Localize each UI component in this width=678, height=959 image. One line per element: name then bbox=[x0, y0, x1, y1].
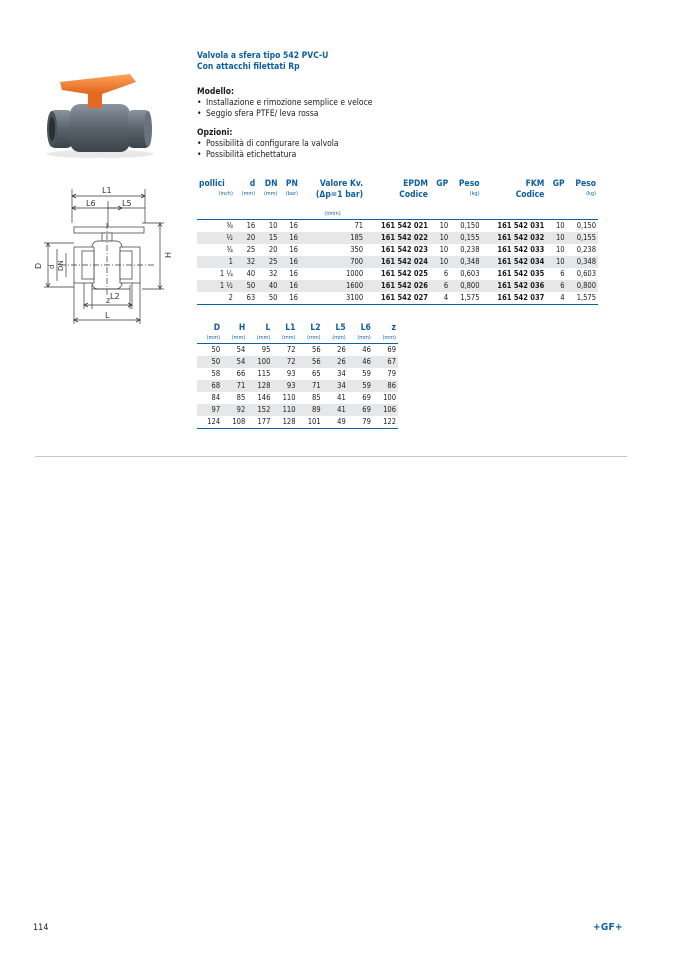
col-unit-2: (l/min) bbox=[300, 210, 365, 220]
label-d: d bbox=[48, 264, 56, 269]
table-cell: 1600 bbox=[300, 280, 365, 292]
options-bullet: • Possibilità di configurare la valvola bbox=[197, 139, 339, 150]
table-cell: 25 bbox=[246, 245, 256, 254]
table-cell: 49 bbox=[323, 416, 348, 429]
table-cell: 177 bbox=[247, 416, 272, 429]
table-cell: 40 bbox=[246, 269, 256, 278]
dim-unit: (mm) bbox=[323, 334, 348, 344]
table-cell: 69 bbox=[362, 393, 371, 402]
table-cell: 161 542 036 bbox=[482, 280, 547, 292]
table-cell: 0,603 bbox=[460, 269, 480, 278]
table-row bbox=[197, 244, 598, 256]
col-header: GP bbox=[552, 179, 565, 189]
table-cell: 63 bbox=[235, 292, 257, 305]
dim-header: L6 bbox=[360, 323, 371, 333]
table-row bbox=[197, 416, 398, 429]
table-cell: 93 bbox=[286, 369, 296, 378]
table-cell: 6 bbox=[443, 269, 449, 278]
table-cell: 115 bbox=[257, 369, 271, 378]
col-unit: (bar) bbox=[285, 191, 298, 197]
table-cell: 185 bbox=[300, 232, 365, 244]
table-cell: 161 542 032 bbox=[482, 232, 547, 244]
dim-unit: (mm) bbox=[272, 334, 297, 344]
dim-header: z bbox=[391, 323, 396, 333]
table-cell: 65 bbox=[312, 369, 321, 378]
label-L5: L5 bbox=[122, 199, 132, 208]
table-cell: 0,603 bbox=[576, 269, 596, 278]
table-cell: 59 bbox=[348, 380, 373, 392]
table-cell: 56 bbox=[312, 345, 321, 354]
table-row bbox=[197, 368, 398, 380]
model-section bbox=[197, 87, 373, 120]
table-cell: 41 bbox=[323, 404, 348, 416]
col-header: DN bbox=[264, 179, 278, 189]
table-cell: 50 bbox=[235, 280, 257, 292]
label-DN: DN bbox=[57, 260, 65, 271]
dim-unit: (mm) bbox=[348, 334, 373, 344]
col-unit-2 bbox=[197, 210, 235, 220]
table-cell: 4 bbox=[546, 292, 566, 305]
table-row bbox=[197, 356, 398, 368]
table-cell: 25 bbox=[257, 256, 279, 268]
table-cell: 128 bbox=[272, 416, 297, 429]
table-cell: 152 bbox=[247, 404, 272, 416]
table-cell: 71 bbox=[298, 380, 323, 392]
table-cell: 68 bbox=[197, 380, 222, 392]
table-cell: 161 542 021 bbox=[381, 221, 428, 230]
table-cell: 146 bbox=[257, 393, 271, 402]
table-cell: 101 bbox=[298, 416, 323, 429]
table-cell: 122 bbox=[373, 416, 398, 429]
table-cell: 0,238 bbox=[460, 245, 480, 254]
table-cell: 0,238 bbox=[576, 245, 596, 254]
table-cell: 1,575 bbox=[450, 292, 481, 305]
table-cell: 1 ½ bbox=[197, 280, 235, 292]
table-cell: 10 bbox=[439, 221, 449, 230]
table-cell: 71 bbox=[222, 380, 247, 392]
dim-unit: (mm) bbox=[298, 334, 323, 344]
table-cell: 16 bbox=[246, 221, 256, 230]
section-divider bbox=[35, 456, 627, 457]
table-cell: 66 bbox=[236, 369, 246, 378]
options-bullet-list bbox=[197, 139, 339, 161]
label-L6: L6 bbox=[86, 199, 96, 208]
table-cell: 1000 bbox=[345, 269, 364, 278]
dim-header: L1 bbox=[285, 323, 296, 333]
table-cell: 161 542 037 bbox=[482, 292, 547, 305]
label-z: z bbox=[106, 296, 111, 305]
table-row bbox=[197, 256, 598, 268]
table-cell: 79 bbox=[348, 416, 373, 429]
col-unit-2 bbox=[546, 210, 566, 220]
table-cell: 16 bbox=[289, 245, 298, 254]
table-cell: 15 bbox=[257, 232, 279, 244]
col-unit-2 bbox=[450, 210, 481, 220]
table-cell: 54 bbox=[222, 356, 247, 368]
table-cell: 10 bbox=[439, 245, 449, 254]
col-unit-2 bbox=[430, 210, 450, 220]
table-cell: 20 bbox=[235, 232, 257, 244]
table-cell: 16 bbox=[289, 269, 298, 278]
table-cell: 0,348 bbox=[567, 256, 598, 268]
table-cell: 72 bbox=[272, 356, 297, 368]
col-header: PN bbox=[285, 179, 298, 189]
dimensions-table-body bbox=[197, 344, 398, 429]
table-cell: 26 bbox=[323, 356, 348, 368]
table-cell: 50 bbox=[197, 356, 222, 368]
table-cell: 161 542 022 bbox=[365, 232, 430, 244]
model-bullet: • Seggio sfera PTFE/ leva rossa bbox=[197, 109, 373, 120]
table-cell: 161 542 023 bbox=[381, 245, 428, 254]
table-cell: 128 bbox=[247, 380, 272, 392]
table-cell: 0,150 bbox=[576, 221, 596, 230]
table-cell: 72 bbox=[286, 345, 296, 354]
page-number: 114 bbox=[33, 923, 49, 933]
table-cell: 161 542 035 bbox=[497, 269, 545, 278]
table-cell: 0,800 bbox=[567, 280, 598, 292]
col-unit bbox=[482, 190, 547, 199]
table-cell: ½ bbox=[197, 232, 235, 244]
table-cell: ¾ bbox=[226, 245, 233, 254]
table-cell: 67 bbox=[373, 356, 398, 368]
col-unit-2 bbox=[279, 210, 299, 220]
table-cell: 89 bbox=[298, 404, 323, 416]
col-header-2: Codice bbox=[515, 190, 545, 200]
table-cell: 58 bbox=[211, 369, 221, 378]
table-cell: 161 542 031 bbox=[497, 221, 545, 230]
dim-header: L5 bbox=[335, 323, 346, 333]
table-cell: 84 bbox=[211, 393, 221, 402]
table-cell: 34 bbox=[337, 369, 346, 378]
table-cell: 50 bbox=[257, 292, 279, 305]
col-unit: (mm) bbox=[263, 191, 278, 197]
col-header-2: Codice bbox=[399, 190, 428, 200]
dim-unit: (mm) bbox=[247, 334, 272, 344]
table-cell: 3100 bbox=[300, 292, 365, 305]
col-header-2: (Δp=1 bar) bbox=[315, 190, 364, 200]
options-section bbox=[197, 128, 339, 161]
model-bullet-list bbox=[197, 98, 373, 120]
dimensions-table bbox=[197, 323, 398, 429]
table-cell: 1,575 bbox=[567, 292, 598, 305]
label-H: H bbox=[164, 251, 173, 258]
col-header: GP bbox=[436, 179, 449, 189]
dim-header: L bbox=[265, 323, 271, 333]
col-unit bbox=[546, 190, 566, 199]
col-unit-2 bbox=[567, 210, 598, 220]
col-unit: (inch) bbox=[218, 191, 233, 197]
table-cell: 46 bbox=[362, 345, 371, 354]
table-cell: 41 bbox=[337, 393, 346, 402]
col-unit bbox=[430, 190, 450, 199]
model-heading: Modello: bbox=[197, 87, 235, 97]
table-cell: 4 bbox=[430, 292, 450, 305]
table-cell: 10 bbox=[268, 221, 278, 230]
table-cell: 10 bbox=[556, 245, 565, 254]
col-unit bbox=[300, 190, 365, 199]
col-header: FKM bbox=[525, 179, 545, 189]
table-cell: 95 bbox=[261, 345, 271, 354]
table-cell: 86 bbox=[373, 380, 398, 392]
col-unit-2 bbox=[235, 210, 257, 220]
table-cell: 0,155 bbox=[567, 232, 598, 244]
col-unit: (kg) bbox=[586, 191, 596, 197]
table-cell: 2 bbox=[197, 292, 235, 305]
table-cell: 10 bbox=[546, 232, 566, 244]
col-unit bbox=[365, 190, 430, 199]
table-row bbox=[197, 232, 598, 244]
table-cell: 54 bbox=[236, 345, 246, 354]
table-cell: 100 bbox=[383, 393, 396, 402]
table-cell: 69 bbox=[348, 404, 373, 416]
table-cell: 10 bbox=[546, 256, 566, 268]
options-heading: Opzioni: bbox=[197, 128, 233, 138]
table-cell: 40 bbox=[257, 280, 279, 292]
table-cell: ⅜ bbox=[226, 221, 233, 230]
table-cell: 85 bbox=[312, 393, 321, 402]
valve-photo bbox=[40, 68, 160, 160]
col-unit-2 bbox=[257, 210, 279, 220]
col-header: Peso bbox=[458, 179, 480, 189]
table-cell: 16 bbox=[279, 280, 299, 292]
table-cell: 161 542 034 bbox=[482, 256, 547, 268]
table-cell: 46 bbox=[348, 356, 373, 368]
label-L1: L1 bbox=[102, 186, 112, 195]
table-cell: 108 bbox=[222, 416, 247, 429]
col-header: d bbox=[249, 179, 256, 189]
table-cell: 26 bbox=[337, 345, 346, 354]
table-cell: 16 bbox=[279, 232, 299, 244]
table-row bbox=[197, 220, 598, 233]
table-row bbox=[197, 344, 398, 357]
table-cell: 106 bbox=[373, 404, 398, 416]
dimension-drawing bbox=[30, 183, 180, 328]
table-cell: 161 542 033 bbox=[497, 245, 545, 254]
table-cell: 0,150 bbox=[460, 221, 480, 230]
table-cell: 93 bbox=[272, 380, 297, 392]
table-cell: 700 bbox=[300, 256, 365, 268]
table-cell: 10 bbox=[430, 256, 450, 268]
dim-header: H bbox=[238, 323, 246, 333]
table-cell: 32 bbox=[268, 269, 278, 278]
dim-header: D bbox=[213, 323, 221, 333]
codes-table bbox=[197, 179, 598, 305]
table-cell: 16 bbox=[279, 256, 299, 268]
table-cell: 1 bbox=[197, 256, 235, 268]
dim-unit: (mm) bbox=[373, 334, 398, 344]
table-cell: 161 542 024 bbox=[365, 256, 430, 268]
table-cell: 10 bbox=[430, 232, 450, 244]
table-cell: 32 bbox=[235, 256, 257, 268]
table-cell: 6 bbox=[560, 269, 565, 278]
table-row bbox=[197, 404, 398, 416]
table-cell: 100 bbox=[247, 356, 272, 368]
dim-header: L2 bbox=[310, 323, 321, 333]
table-row bbox=[197, 292, 598, 305]
col-unit: (mm) bbox=[241, 191, 256, 197]
table-cell: 110 bbox=[272, 404, 297, 416]
table-cell: 124 bbox=[197, 416, 222, 429]
table-cell: 71 bbox=[354, 221, 364, 230]
table-cell: 16 bbox=[279, 292, 299, 305]
label-D: D bbox=[34, 262, 43, 269]
product-title-line1: Valvola a sfera tipo 542 PVC-U bbox=[197, 51, 329, 61]
table-cell: 92 bbox=[222, 404, 247, 416]
product-title-line2: Con attacchi filettati Rp bbox=[197, 62, 300, 72]
table-cell: 20 bbox=[268, 245, 278, 254]
col-header: pollici bbox=[199, 179, 225, 189]
dim-unit: (mm) bbox=[197, 334, 222, 344]
table-cell: 161 542 026 bbox=[365, 280, 430, 292]
table-cell: 56 bbox=[298, 356, 323, 368]
table-cell: 50 bbox=[211, 345, 221, 354]
table-row bbox=[197, 280, 598, 292]
table-cell: 0,800 bbox=[450, 280, 481, 292]
table-row bbox=[197, 268, 598, 280]
table-cell: 97 bbox=[197, 404, 222, 416]
table-cell: 16 bbox=[289, 221, 298, 230]
table-cell: 350 bbox=[350, 245, 364, 254]
table-cell: 1 ¼ bbox=[219, 269, 233, 278]
col-header: Peso bbox=[575, 179, 596, 189]
label-L: L bbox=[105, 311, 110, 320]
table-cell: 79 bbox=[387, 369, 396, 378]
gf-logo: +GF+ bbox=[593, 922, 623, 933]
col-unit-2 bbox=[482, 210, 547, 220]
table-cell: 69 bbox=[387, 345, 396, 354]
table-cell: 10 bbox=[556, 221, 565, 230]
table-cell: 0,348 bbox=[450, 256, 481, 268]
options-bullet: • Possibilità etichettatura bbox=[197, 150, 339, 161]
col-header: EPDM bbox=[403, 179, 428, 189]
table-cell: 110 bbox=[282, 393, 296, 402]
col-unit-2 bbox=[365, 210, 430, 220]
col-unit: (kg) bbox=[469, 191, 480, 197]
dim-unit: (mm) bbox=[222, 334, 247, 344]
model-bullet: • Installazione e rimozione semplice e veloce bbox=[197, 98, 373, 109]
table-cell: 0,155 bbox=[450, 232, 481, 244]
codes-table-body bbox=[197, 220, 598, 305]
table-cell: 34 bbox=[323, 380, 348, 392]
table-cell: 6 bbox=[546, 280, 566, 292]
table-cell: 59 bbox=[362, 369, 371, 378]
col-header: Valore Kv. bbox=[319, 179, 364, 189]
table-row bbox=[197, 380, 398, 392]
table-cell: 6 bbox=[430, 280, 450, 292]
table-cell: 161 542 027 bbox=[365, 292, 430, 305]
label-L2: L2 bbox=[110, 292, 120, 301]
table-cell: 85 bbox=[236, 393, 246, 402]
table-row bbox=[197, 392, 398, 404]
product-title bbox=[197, 51, 328, 73]
table-cell: 161 542 025 bbox=[381, 269, 428, 278]
